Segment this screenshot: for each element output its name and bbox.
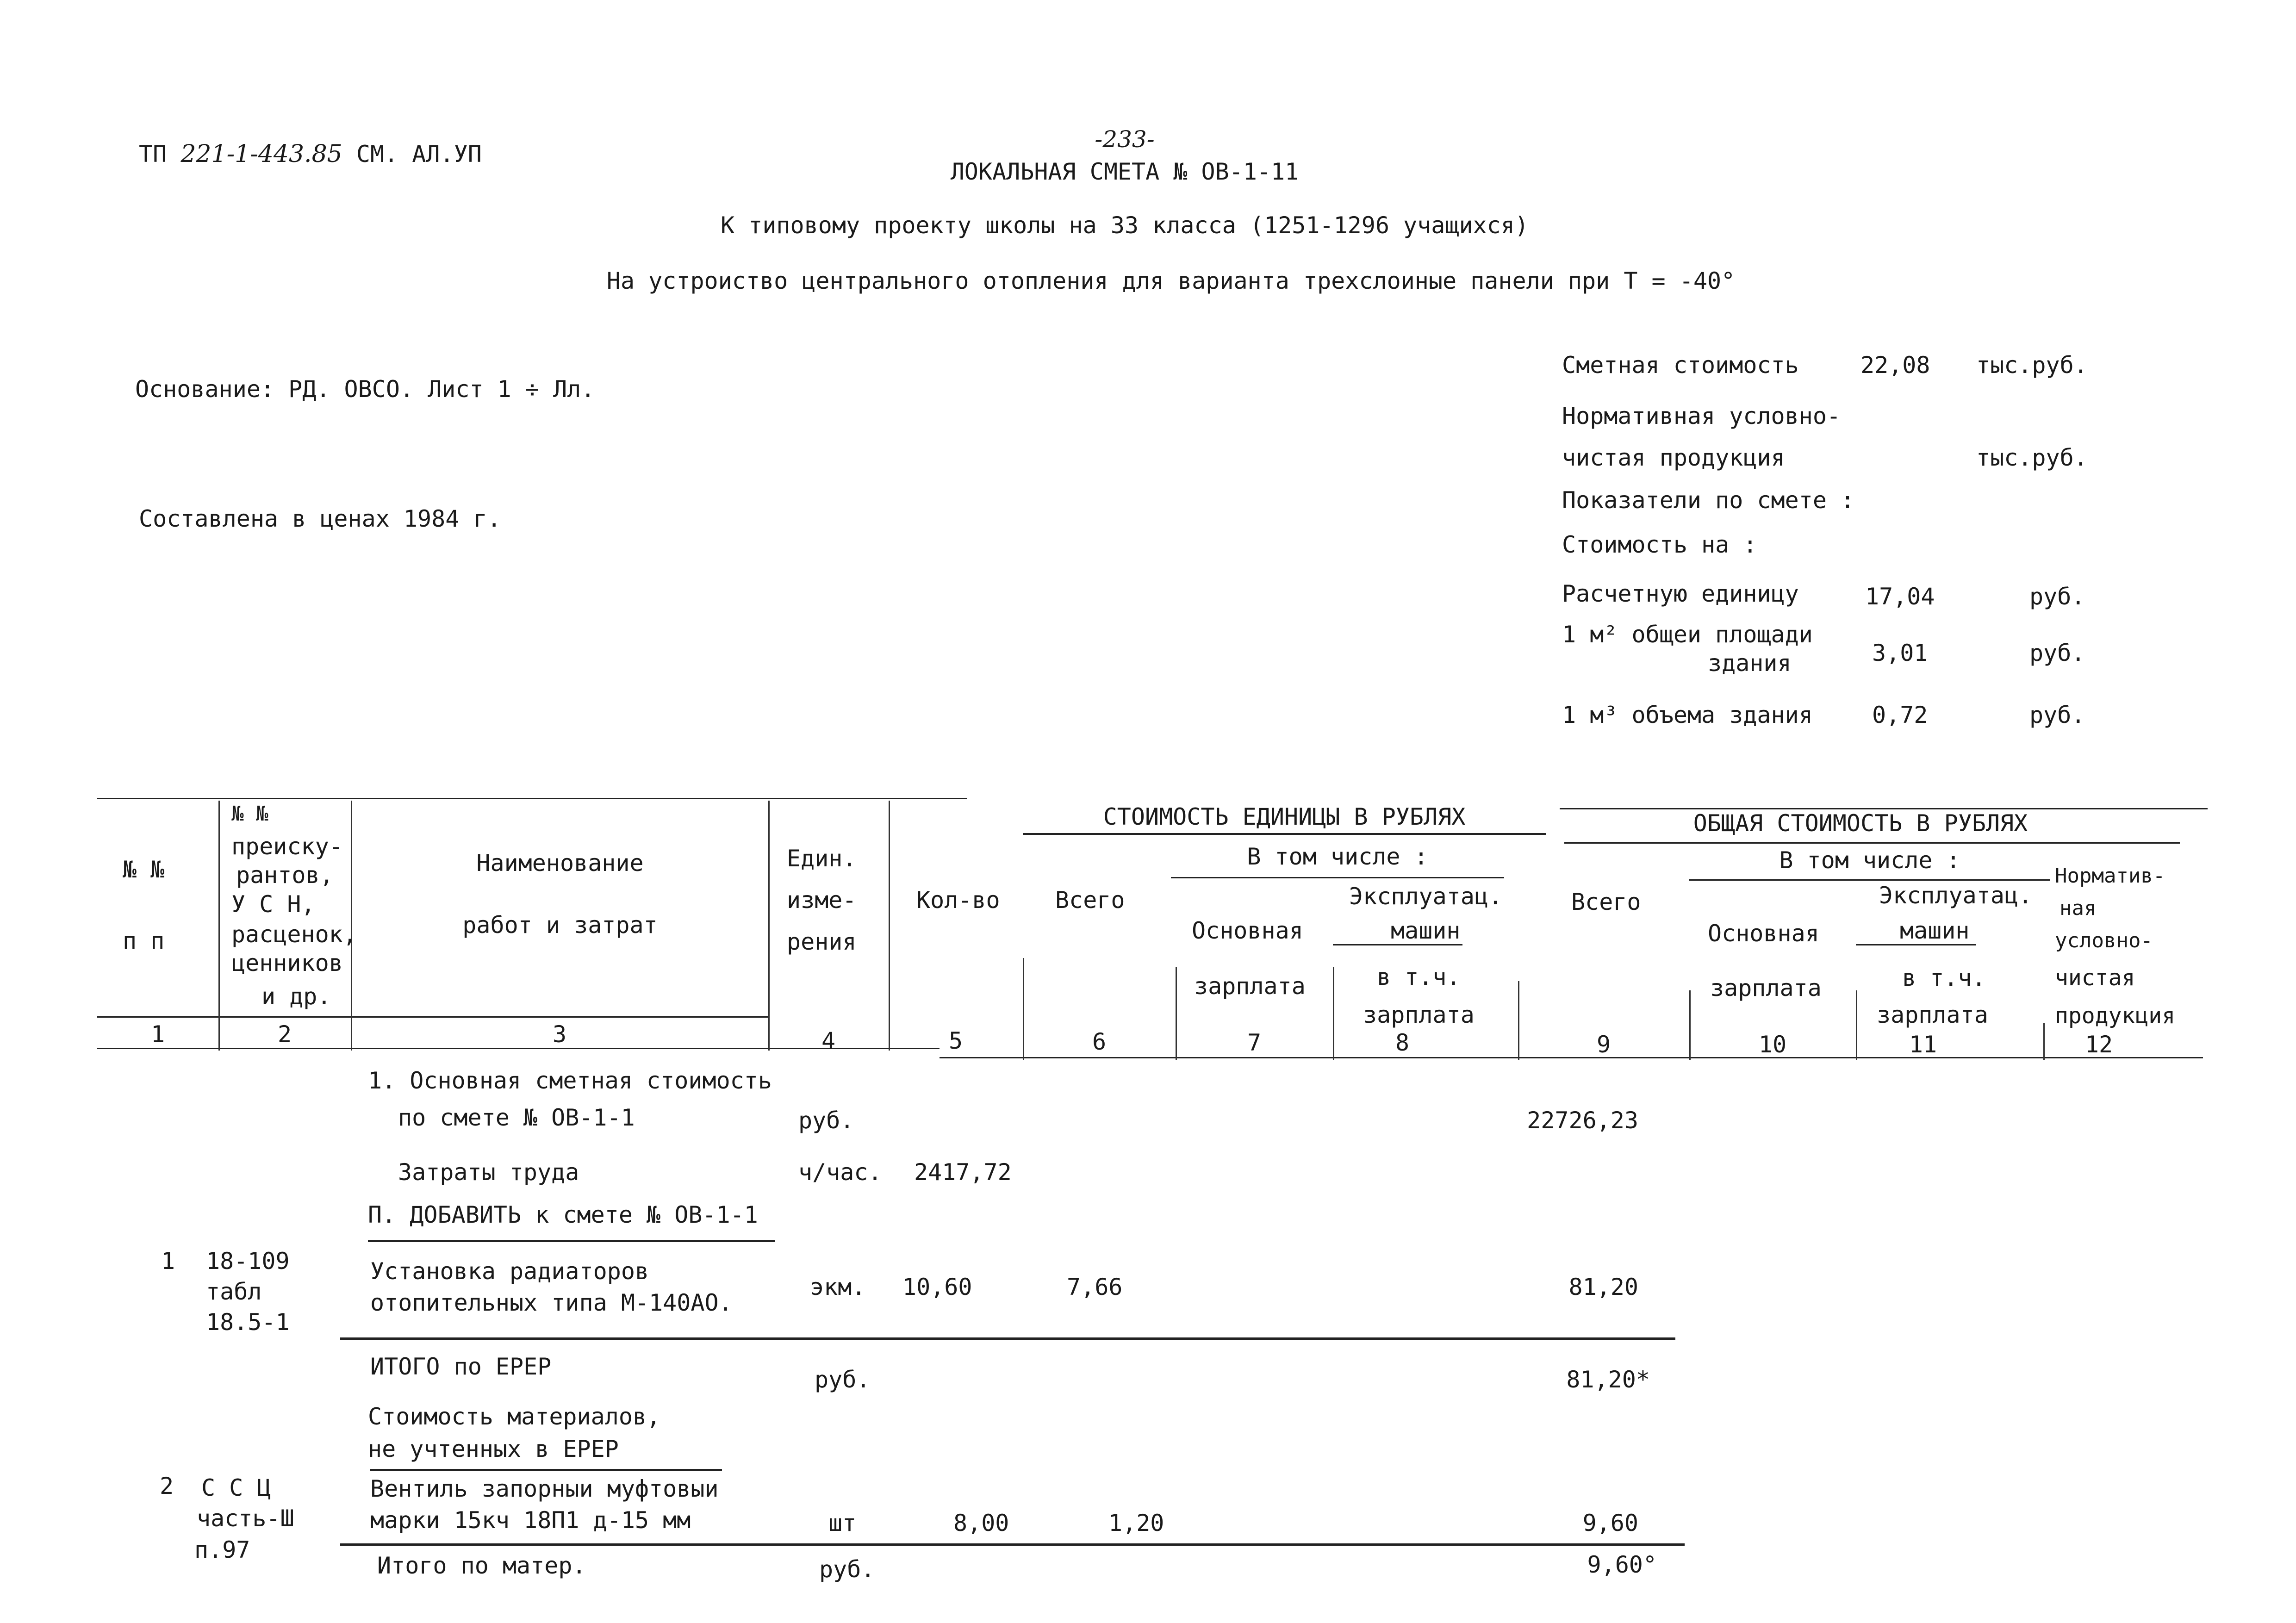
labor-qty: 2417,72 <box>914 1159 1012 1186</box>
total-cost-rule <box>1564 842 2180 844</box>
labor-label: Затраты труда <box>398 1159 579 1186</box>
summary-area-label: 1 м² общеи площади <box>1562 621 1813 648</box>
row-1-qty: 10,60 <box>902 1274 972 1300</box>
h-all-2: Всего <box>1571 889 1641 915</box>
h-price-2: преиску- <box>231 833 343 860</box>
h-norm-1: Норматив- <box>2055 864 2165 888</box>
materials-total-value: 9,60° <box>1587 1551 1657 1578</box>
row-1-code-1: 18-109 <box>206 1248 290 1275</box>
h-incl-2: В том числе : <box>1779 847 1960 874</box>
subtotal-unit: руб. <box>815 1366 871 1393</box>
summary-cost-unit: тыс.руб. <box>1976 352 2088 379</box>
h-machines-2a: Эксплуатац. <box>1879 882 2033 909</box>
h-norm-3: условно- <box>2055 929 2153 952</box>
h-all-1: Всего <box>1055 887 1125 914</box>
summary-volume-unit: руб. <box>2029 702 2085 728</box>
basis-line: Основание: РД. ОВСО. Лист 1 ÷ Лл. <box>135 376 595 403</box>
row-2-name-2: марки 15кч 18П1 д-15 мм <box>370 1507 691 1534</box>
h-price-7: и др. <box>261 983 331 1010</box>
summary-calc-unit-unit: руб. <box>2029 583 2085 610</box>
subtitle-heating: На устроиство центрального отопления для варианта трехслоиные панели при Т = -40° <box>606 267 1736 294</box>
h-base-wage-2b: зарплата <box>1710 975 1822 1001</box>
h-norm-5: продукция <box>2055 1003 2176 1029</box>
code-handwritten: 221-1-443.85 <box>180 140 342 168</box>
summary-area-unit: руб. <box>2029 640 2085 666</box>
h-price-4: У С Н, <box>231 891 315 918</box>
h-norm-4: чистая <box>2055 965 2135 991</box>
subtotal-total: 81,20* <box>1566 1366 1650 1393</box>
row-2-bottom-rule <box>340 1543 1685 1546</box>
materials-title-2: не учтенных в ЕРЕР <box>368 1436 619 1462</box>
col-no: 6 <box>1092 1028 1107 1055</box>
summary-calc-unit-value: 17,04 <box>1865 583 1935 610</box>
page-number: -233- <box>1095 126 1155 153</box>
section-2-underline <box>368 1240 775 1242</box>
h-qty: Кол-во <box>916 887 1000 914</box>
prices-line: Составлена в ценах 1984 г. <box>139 505 501 532</box>
h-unit-cost: СТОИМОСТЬ ЕДИНИЦЫ В РУБЛЯХ <box>1103 803 1466 830</box>
summary-indicators: Показатели по смете : <box>1562 487 1855 514</box>
col-no: 1 <box>150 1021 165 1048</box>
row-1-name-1: Установка радиаторов <box>370 1258 649 1285</box>
summary-volume-value: 0,72 <box>1872 702 1928 728</box>
section-1-title-2: по смете № ОВ-1-1 <box>398 1104 635 1131</box>
row-2-name-1: Вентиль запорныи муфтовыи <box>370 1475 719 1502</box>
header-bottom-rule <box>97 1016 768 1018</box>
col-no: 12 <box>2084 1031 2113 1058</box>
h-incl-1: В том числе : <box>1247 843 1428 870</box>
col-no: 8 <box>1395 1029 1410 1056</box>
materials-total-unit: руб. <box>819 1556 875 1583</box>
col-divider <box>218 801 220 1051</box>
summary-norm-label-2: чистая продукция <box>1562 444 1785 471</box>
h-total-cost: ОБЩАЯ СТОИМОСТЬ В РУБЛЯХ <box>1693 810 2028 837</box>
h-incl-wage-2b: зарплата <box>1877 1001 1988 1028</box>
h-base-wage-1b: зарплата <box>1194 973 1306 1000</box>
h-num-1: № № <box>123 856 165 883</box>
row-1-code-2: табл <box>206 1278 262 1305</box>
materials-total-label: Итого по матер. <box>377 1552 586 1579</box>
total-cost-top-rule <box>1560 808 2208 809</box>
row-2-qty: 8,00 <box>953 1510 1009 1536</box>
row-1-code-3: 18.5-1 <box>206 1309 290 1336</box>
h-price-3: рантов, <box>236 862 334 889</box>
subtotal-label: ИТОГО по ЕРЕР <box>370 1353 552 1380</box>
h-unit-2: изме- <box>787 887 857 914</box>
summary-area-label-2: здания <box>1708 650 1792 677</box>
summary-cost-per: Стоимость на : <box>1562 531 1757 558</box>
section-1-title: 1. Основная сметная стоимость <box>368 1067 772 1094</box>
h-norm-2: ная <box>2060 896 2097 920</box>
row-2-unit: шт <box>828 1510 857 1536</box>
h-unit-3: рения <box>787 928 857 955</box>
section-2-title: П. ДОБАВИТЬ к смете № ОВ-1-1 <box>368 1201 758 1228</box>
col-no: 10 <box>1758 1031 1787 1058</box>
subtitle-project: К типовому проекту школы на 33 класса (1251-1296 учащихся) <box>721 212 1529 239</box>
row-1-total: 81,20 <box>1568 1274 1638 1300</box>
h-machines-1b: машин <box>1391 917 1461 944</box>
row-2-unit-price: 1,20 <box>1108 1510 1164 1536</box>
row-2-code-3: п.97 <box>194 1536 250 1563</box>
h-base-wage-2a: Основная <box>1708 920 1819 947</box>
materials-title-1: Стоимость материалов, <box>368 1403 661 1430</box>
h-unit-1: Един. <box>787 845 857 872</box>
row-2-code-1: С С Ц <box>201 1474 271 1501</box>
incl-rule-2 <box>1689 879 2050 881</box>
h-incl-wage-1b: зарплата <box>1363 1001 1475 1028</box>
h-name-2: работ и затрат <box>462 912 658 939</box>
h-name-1: Наименование <box>476 850 644 877</box>
summary-calc-unit-label: Расчетную единицу <box>1562 580 1799 607</box>
materials-underline <box>370 1469 722 1471</box>
col-divider <box>889 801 890 1051</box>
col-no: 3 <box>552 1021 567 1048</box>
col-no: 7 <box>1247 1029 1262 1056</box>
col-no: 9 <box>1596 1031 1611 1058</box>
h-machines-2b: машин <box>1900 917 1970 944</box>
table-top-rule <box>97 798 967 799</box>
col-no: 11 <box>1909 1031 1937 1058</box>
row-1-bottom-rule <box>340 1337 1675 1340</box>
section-1-unit: руб. <box>798 1107 854 1134</box>
summary-norm-unit: тыс.руб. <box>1976 444 2088 471</box>
document-code <box>139 141 482 168</box>
col-no: 5 <box>948 1027 963 1054</box>
summary-volume-label: 1 м³ объема здания <box>1562 702 1813 728</box>
row-2-total: 9,60 <box>1582 1510 1638 1536</box>
code-prefix: ТП <box>139 141 167 168</box>
machines-rule-2 <box>1856 944 1976 945</box>
summary-norm-label: Нормативная условно- <box>1562 403 1841 429</box>
row-1-number: 1 <box>161 1248 175 1275</box>
row-1-name-2: отопительных типа М-140АО. <box>370 1289 733 1316</box>
incl-rule-1 <box>1171 877 1504 878</box>
row-2-code-2: часть-Ш <box>197 1505 294 1532</box>
col-no: 4 <box>821 1027 836 1054</box>
machines-rule-1 <box>1333 944 1462 945</box>
h-machines-1a: Эксплуатац. <box>1349 883 1503 910</box>
h-base-wage-1a: Основная <box>1192 917 1303 944</box>
page-title: ЛОКАЛЬНАЯ СМЕТА № ОВ-1-11 <box>950 158 1299 185</box>
col-divider <box>768 801 770 1051</box>
h-incl-wage-1a: в т.ч. <box>1377 964 1461 990</box>
labor-unit: ч/час. <box>798 1159 882 1186</box>
code-suffix: СМ. АЛ.УП <box>356 141 482 168</box>
summary-cost-label: Сметная стоимость <box>1562 352 1799 379</box>
row-1-unit-price: 7,66 <box>1067 1274 1123 1300</box>
section-1-total: 22726,23 <box>1527 1107 1638 1134</box>
unit-cost-rule <box>1023 833 1546 835</box>
h-num-2: п п <box>123 927 165 954</box>
summary-area-value: 3,01 <box>1872 640 1928 666</box>
row-1-unit: экм. <box>810 1274 866 1300</box>
h-price-6: ценников <box>231 950 343 976</box>
h-price-5: расценок, <box>231 921 357 948</box>
row-2-number: 2 <box>160 1473 174 1499</box>
col-no: 2 <box>277 1021 292 1048</box>
h-incl-wage-2a: в т.ч. <box>1902 964 1986 991</box>
h-price-1: № № <box>231 802 268 826</box>
summary-cost-value: 22,08 <box>1860 352 1930 379</box>
